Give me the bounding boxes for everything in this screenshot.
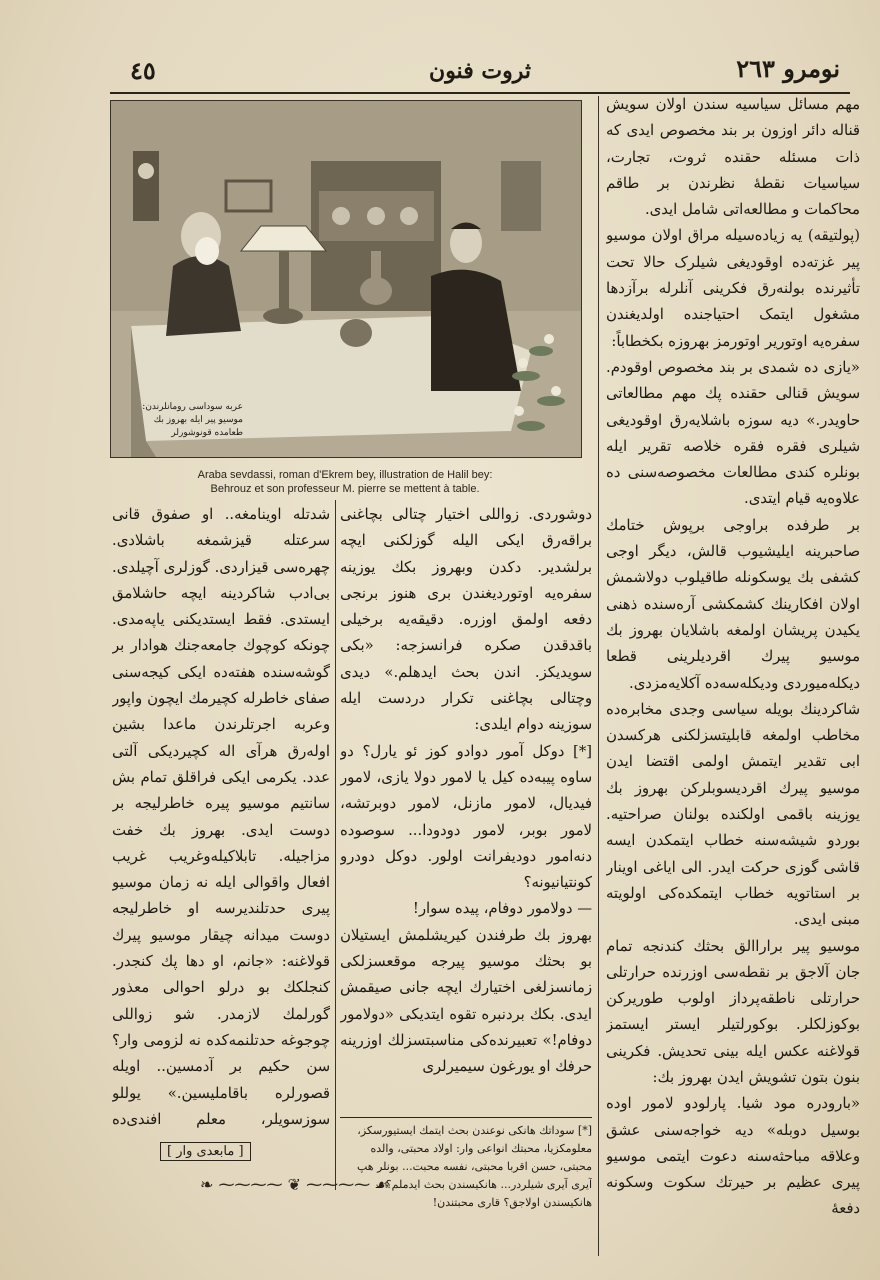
paragraph: [*] دوکل آمور دوادو کوز ئو یارل؟ دو ساوه پیبه‌ده کیل یا لامور دولا یازی، لامور فیدیال، لامور مازنل، لامور دوبرتشه، لامور بوبر، لامور دودودا... سوصوده دنه‌امور دودیفرانت اولور. دوکل دودرو کونتیانیونه؟ <box>340 742 592 892</box>
journal-title: ثروت فنون <box>429 58 531 84</box>
page-header <box>110 52 850 94</box>
paragraph: شدتله اوینامغه.. او صفوق قانی سرعتله قیزشمغه باشلادی. چهره‌سی قیزاردی. گوزلری آچیلدی. بی‌ادب شاکردینه ایچه حاشلامق ایستدی. فقط ایستدیکنی یاپه‌مدی. چونکه کوچوك جامعه‌جنك هوادار بر گوشه‌سنده هفته‌ده ایکی کیجه‌سنی صفای خاطرله کچیرمك ایچون واپور وعربه اجرتلرندن ماعدا بشین اوله‌رق هرآی اله کچیردیکی آلتی عدد. یکرمی ایکی فراقلق تمام بش سانتیم موسیو پیره خاطرلیجه بر دوست ایدی. بهروز بك خفت مزاجیله. تابلاکیله‌وغریب غریب افعال واقوالی ایله نه زمان موسیو پیری حدتلندیرسه او خاطرلیجه دوست میدانه چیقار موسیو پیرك قولاغنه: «جانم، او دها پك کنجدر. کنجلکك بو درلو احوالی معذور گورلمك لازمدر. شو زواللی چوجوغه حدتلنمه‌کده نه لزومی وار؟ سن حکیم بر آدمسین.. اویله قصورلره باقاملیسین.» یوللو سوزسویلر، معلم افندی‌ده <box>112 506 330 1128</box>
paragraph: شاکردینك بویله سیاسی وجدی مخابره‌ده مخاطب اولمغه قابلیتسزلکنی هرکسدن ابی تقدیر ایتمش اولمی اقتضا ایدن موسیو پیرك اقردیسوبلرکن بهروز بك یوزینه باقمی اولکنده بولنان صراحتیه. بوردو شیشه‌سنه خطاب ایتمکدن ایسه قاشی گوزی حرکت ایدر. الی ایاغی اوینار بر استاتویه خطاب ایتمکده‌کی اولویته مبنی ایدی. <box>606 700 860 929</box>
column-divider-right <box>598 96 599 1256</box>
column-middle <box>340 502 592 1112</box>
paragraph: (پولتیقه) یه زیاده‌سیله مراق اولان موسیو پیر غزته‌ده اوقودیغی شیلرک حالا تحت تأثیرنده بولنه‌رق فکرینی آنلرله برآزدها مشغول ایتمک احتیاجنده اولدیغندن سفره‌یه اوتوریر اوتورمز بهروزه بکخطاباً: <box>606 227 860 350</box>
illustration <box>110 100 582 458</box>
paragraph: بهروز بك طرفندن کیریشلمش ایستیلان بو بحثك موسیو پیرجه موقعسزلکی زمانسزلغی اختیارك ایچه جانی صیقمش ایدی. بکك بردنبره تقوه ایتدیکی «دولامور دوفام!» تعبیرنده‌کی مناسبتسزلك اوزرینه حرفك او یورغون سیمیرلری <box>340 926 592 1076</box>
page-number: ٤٥ <box>130 56 156 85</box>
footnote: [*] سوداتك هانکی نوعندن بحث ایتمك ایستیورسکز، معلومکزیا، محبتك انواعی وار: اولاد محبتی، والده محبتی، حسن اقربا محبتی، نفسه محبت... بونلر هپ آیری آیری شیلردر... هانکیسندن بحث ایدملم؟ ــ هانکیسندن اولاجق؟ قاری محبتندن! <box>340 1117 592 1232</box>
paragraph: — دولامور دوفام، پیده سوار! <box>412 900 592 918</box>
paragraph: مهم مسائل سیاسیه سندن اولان سویش قناله دائر اوزون بر بند مخصوص ایدی که ذات مسئله حقنده ثروت، تجارت، سیاسیات نقطهٔ نظرندن بر طاقم محاکمات و مطالعه‌اتی شامل ایدی. <box>606 96 860 219</box>
column-left <box>112 502 330 1137</box>
to-be-continued: [ مابعدی وار ] <box>160 1142 251 1161</box>
paragraph: «یازی ده شمدی بر بند مخصوص اوقودم. سویش قنالی حقنده پك مهم مطالعاتی حاویدر.» دیه سوزه باشلایه‌رق اوقودیغی شیلری فقره فقره خلاصه تقریر ایله بونلره کندی مطالعات مخصوصه‌سنی ده علاوه‌یه قیام ایتدی. <box>606 358 860 508</box>
column-right <box>606 92 860 1257</box>
caption-line-2: Behrouz et son professeur M. pierre se mettent à table. <box>210 483 480 495</box>
ornament-divider: ❧ ⁓⁓⁓⁓ ❦ ⁓⁓⁓⁓ ☙ <box>200 1175 390 1194</box>
caption-line-1: Araba sevdassi, roman d'Ekrem bey, illustration de Halil bey: <box>197 469 493 481</box>
paragraph: بر طرفده براوجی برپوش ختامك صاحبرینه ایلیشیوب قالش، دیگر اوجی کشفی بك یوسکونله طاقیلوب دولاشمش اولان افکارینك کشمکشی آره‌سنده ذهنی یکیدن پریشان اولمغه باشلایان بهروز بك موسیو پیرك اقردیلرینی قطعا دیکله‌میوردی ودیکله‌سه‌ده آکلایه‌مزدی. <box>606 516 860 692</box>
issue-number: نومرو ٢٦٣ <box>736 54 840 83</box>
illustration-caption <box>110 468 580 496</box>
illustration-inset-text: عربه سوداسی رومانلرندن: موسیو پیر ایله بهروز بك طعامده قونوشورلر <box>142 402 243 438</box>
column-divider-left <box>335 500 336 1190</box>
paragraph: موسیو پیر براراالق بحثك کندنجه تمام جان آلاجق بر نقطه‌سی اوزرنده حرارتلی حرارتلی ناطقه‌پرداز اولوب طوریرکن بوکوزلکلر. بوکورلتیلر ایستر ایستمز قولاغنه عکس ایله بینی تحدیش. فکرینی بنون بتون تشویش ایدن بهروز بك: <box>606 937 860 1086</box>
paragraph: «بارودره مود شیا. پارلودو لامور اوده بوسیل دوبله» دیه خواجه‌سنی عشق وعلاقه مباحثه‌سنه دعوت ایتمی موسیو پیری عظیم بر حیرتك سکوت وسکونه دفعهٔ <box>606 1095 860 1218</box>
paragraph: دوشوردی. زواللی اختیار چتالی بچاغنی براقه‌رق ایکی الیله گوزلکنی ایچه برلشدیر. دکدن وبهروز بکك یوزینه سفره‌یه اوتوردیغندن بری هنوز برنجی دفعه اولمق اوزره. دقیقه‌یه برخیلی باقدقدن صکره فرانسزجه: «بکی سویدیکز. اندن بحث ایدهلم.» دیدی وچتالی بچاغنی تکرار دردست ایله سوزینه دوام ایلدی: <box>340 506 592 734</box>
